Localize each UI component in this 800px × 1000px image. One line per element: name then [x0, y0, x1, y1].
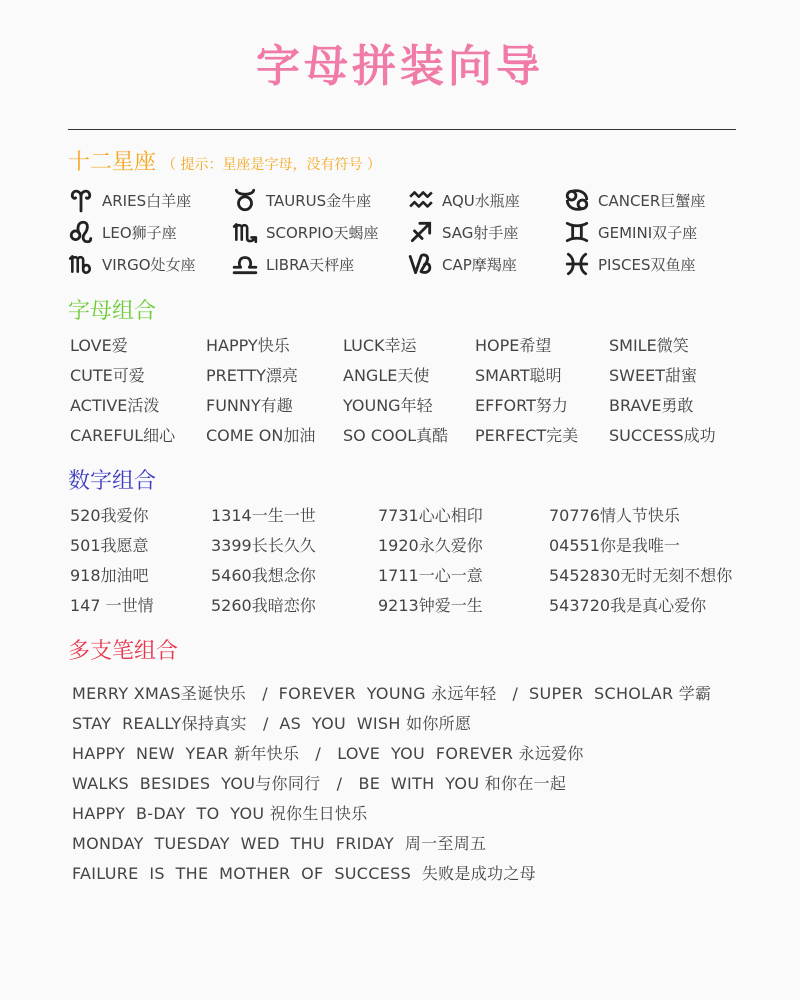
number-combo-item: 543720我是真心爱你 [549, 596, 707, 615]
zodiac-heading [68, 145, 381, 176]
number-combo-item: 520我爱你 [70, 506, 149, 525]
letter-combo-item: HAPPY快乐 [206, 336, 290, 355]
multi-pen-phrase: HAPPY B-DAY TO YOU 祝你生日快乐 [72, 804, 368, 823]
number-combo-item: 918加油吧 [70, 566, 149, 585]
aries-icon [68, 187, 94, 213]
zodiac-item [564, 218, 697, 246]
number-combo-item: 7731心心相印 [378, 506, 483, 525]
zodiac-item [408, 250, 517, 278]
number-combo-item: 1711一心一意 [378, 566, 483, 585]
zodiac-label: PISCES双鱼座 [598, 255, 696, 274]
taurus-icon [232, 187, 258, 213]
zodiac-item [408, 218, 518, 246]
letter-combo-item: EFFORT努力 [475, 396, 568, 415]
zodiac-item [68, 186, 191, 214]
zodiac-item [232, 186, 371, 214]
letter-combo-item: YOUNG年轻 [343, 396, 433, 415]
zodiac-item [68, 250, 196, 278]
letter-combo-item: PERFECT完美 [475, 426, 579, 445]
libra-icon [232, 251, 258, 277]
letter-combo-item: SUCCESS成功 [609, 426, 716, 445]
number-combo-item: 70776情人节快乐 [549, 506, 680, 525]
letter-combo-item: LUCK幸运 [343, 336, 417, 355]
number-combo-item: 5460我想念你 [211, 566, 316, 585]
number-combo-item: 3399长长久久 [211, 536, 316, 555]
letter-combo-item: SMART聪明 [475, 366, 562, 385]
zodiac-label: ARIES白羊座 [102, 191, 192, 210]
zodiac-hint: （ 提示：星座是字母，没有符号 ） [162, 157, 381, 173]
zodiac-item [232, 218, 379, 246]
letter-combo-item: SO COOL真酷 [343, 426, 449, 445]
virgo-icon [68, 251, 94, 277]
number-combo-item: 5452830无时无刻不想你 [549, 566, 733, 585]
letter-combo-item: PRETTY漂亮 [206, 366, 298, 385]
letter-combo-item: ANGLE天使 [343, 366, 430, 385]
letter-combo-item: BRAVE勇敢 [609, 396, 694, 415]
multi-pen-phrase: MERRY XMAS圣诞快乐 / FOREVER YOUNG 永远年轻 / SUPER SCHOLAR 学霸 [72, 684, 712, 703]
zodiac-item [68, 218, 177, 246]
letter-combo-item: ACTIVE活泼 [70, 396, 160, 415]
divider [68, 129, 736, 130]
multi-pen-phrase: MONDAY TUESDAY WED THU FRIDAY 周一至周五 [72, 834, 487, 853]
letter-combo-item: LOVE爱 [70, 336, 128, 355]
zodiac-label: AQU水瓶座 [442, 191, 520, 210]
letter-combo-item: SMILE微笑 [609, 336, 689, 355]
letter-combo-item: CAREFUL细心 [70, 426, 176, 445]
zodiac-item [564, 250, 695, 278]
number-combo-item: 5260我暗恋你 [211, 596, 316, 615]
zodiac-label: SAG射手座 [442, 223, 519, 242]
page-title: 字母拼装向导 [256, 41, 544, 92]
zodiac-label: CAP摩羯座 [442, 255, 517, 274]
zodiac-item [564, 186, 705, 214]
sagittarius-icon [408, 219, 434, 245]
zodiac-label: CANCER巨蟹座 [598, 191, 706, 210]
zodiac-item [232, 250, 354, 278]
letters-heading: 字母组合 [68, 299, 157, 324]
zodiac-item [408, 186, 520, 214]
number-combo-item: 1314一生一世 [211, 506, 316, 525]
pisces-icon [564, 251, 590, 277]
capricorn-icon [408, 251, 434, 277]
letter-combo-item: HOPE希望 [475, 336, 552, 355]
multi-pen-phrase: WALKS BESIDES YOU与你同行 / BE WITH YOU 和你在一起 [72, 774, 567, 793]
letter-combo-item: COME ON加油 [206, 426, 316, 445]
numbers-heading: 数字组合 [68, 469, 157, 494]
number-combo-item: 501我愿意 [70, 536, 149, 555]
letter-combo-item: FUNNY有趣 [206, 396, 293, 415]
number-combo-item: 9213钟爱一生 [378, 596, 483, 615]
scorpio-icon [232, 219, 258, 245]
gemini-icon [564, 219, 590, 245]
number-combo-item: 1920永久爱你 [378, 536, 483, 555]
leo-icon [68, 219, 94, 245]
multi-pen-heading: 多支笔组合 [68, 639, 179, 664]
number-combo-item: 147 一世情 [70, 596, 154, 615]
zodiac-heading-text: 十二星座 [68, 150, 157, 175]
zodiac-label: VIRGO处女座 [102, 255, 196, 274]
zodiac-label: LEO狮子座 [102, 223, 177, 242]
multi-pen-phrase: STAY REALLY保持真实 / AS YOU WISH 如你所愿 [72, 714, 472, 733]
number-combo-item: 04551你是我唯一 [549, 536, 680, 555]
zodiac-label: SCORPIO天蝎座 [266, 223, 379, 242]
zodiac-label: LIBRA天枰座 [266, 255, 355, 274]
zodiac-label: TAURUS金牛座 [266, 191, 372, 210]
cancer-icon [564, 187, 590, 213]
multi-pen-phrase: FAILURE IS THE MOTHER OF SUCCESS 失败是成功之母 [72, 864, 536, 883]
multi-pen-phrase: HAPPY NEW YEAR 新年快乐 / LOVE YOU FOREVER 永远爱你 [72, 744, 584, 763]
letter-combo-item: SWEET甜蜜 [609, 366, 697, 385]
aquarius-icon [408, 187, 434, 213]
letter-combo-item: CUTE可爱 [70, 366, 145, 385]
zodiac-label: GEMINI双子座 [598, 223, 698, 242]
